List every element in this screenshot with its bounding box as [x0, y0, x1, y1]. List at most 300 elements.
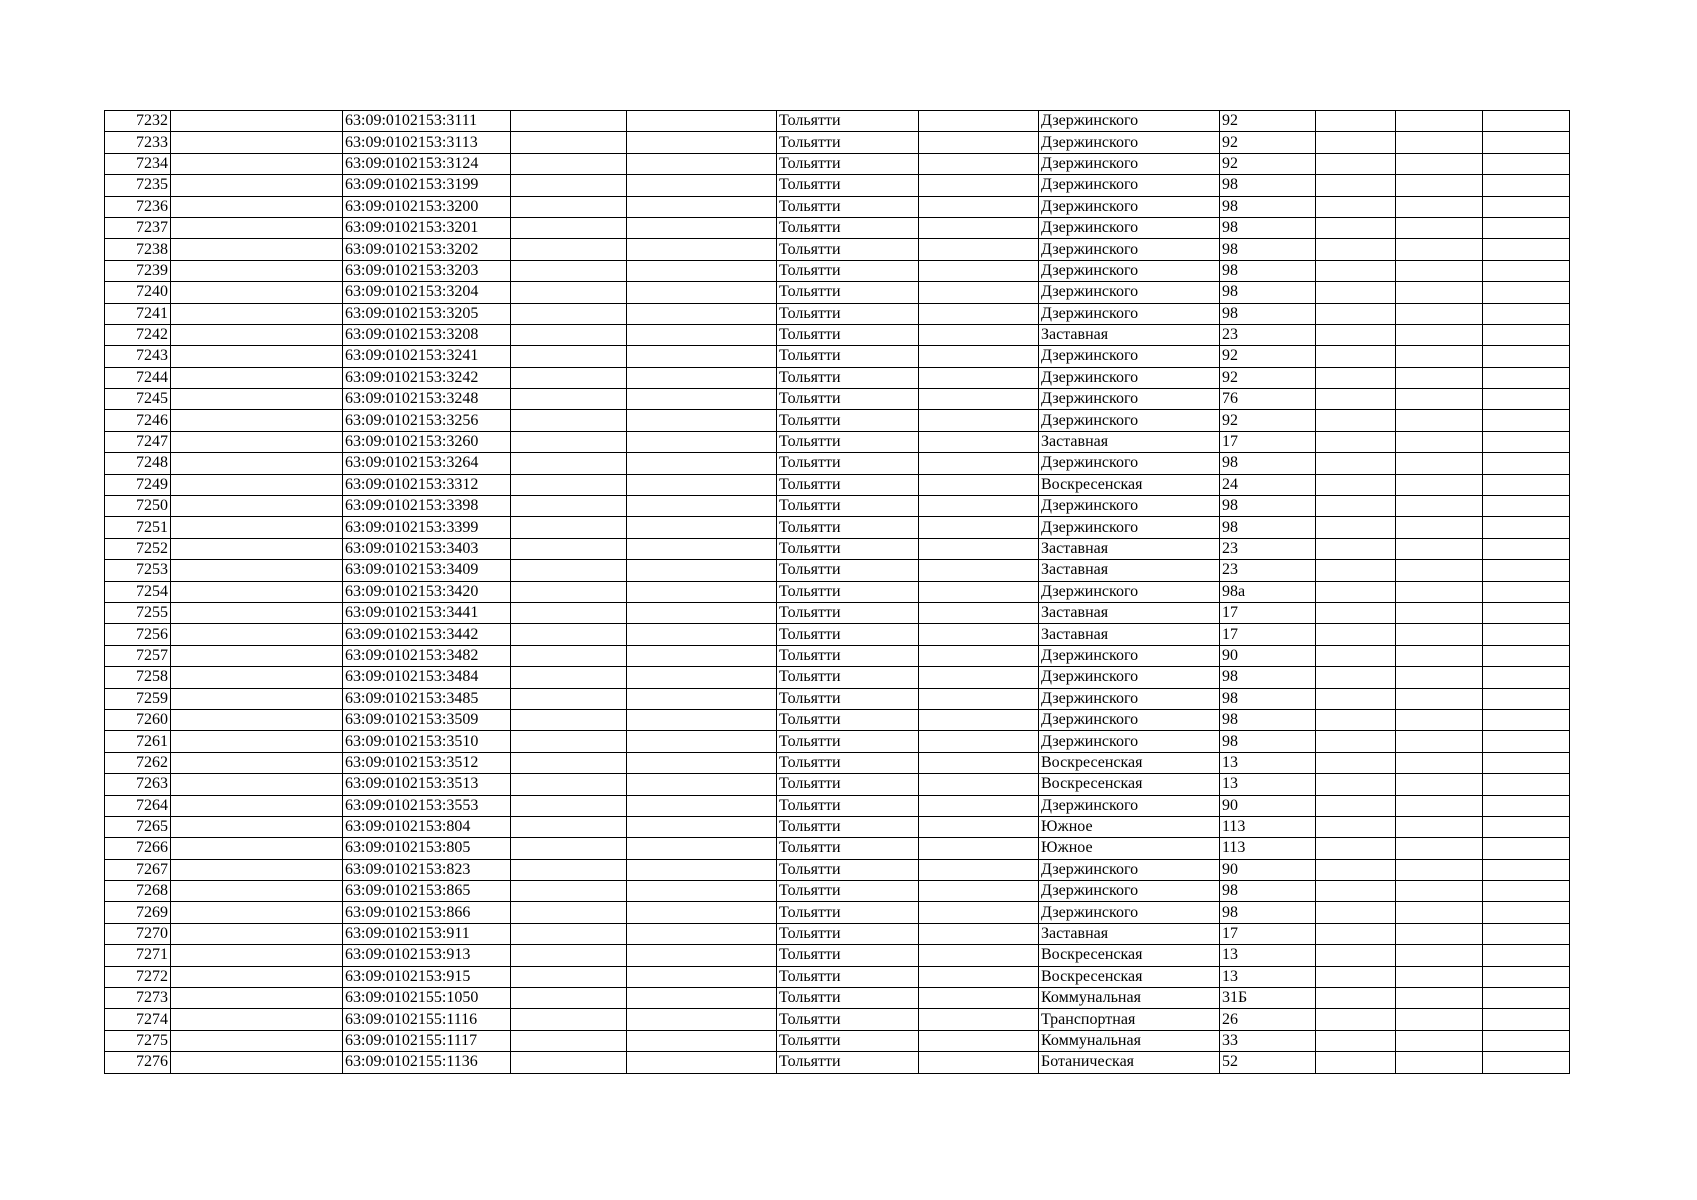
empty-cell-d [919, 324, 1039, 345]
empty-cell-b [511, 667, 627, 688]
street-cell: Дзержинского [1039, 389, 1220, 410]
empty-cell-e [1316, 902, 1396, 923]
cadastral-number-cell: 63:09:0102153:915 [343, 966, 511, 987]
street-cell: Дзержинского [1039, 709, 1220, 730]
row-number-cell: 7256 [105, 624, 171, 645]
house-number-cell: 98 [1220, 175, 1316, 196]
empty-cell-f [1396, 517, 1483, 538]
street-cell: Дзержинского [1039, 881, 1220, 902]
empty-cell-e [1316, 260, 1396, 281]
empty-cell-e [1316, 367, 1396, 388]
empty-cell-b [511, 602, 627, 623]
empty-cell-a [171, 410, 343, 431]
empty-cell-c [627, 859, 777, 880]
table-row [105, 132, 1570, 153]
table-row [105, 196, 1570, 217]
cadastral-number-cell: 63:09:0102153:3399 [343, 517, 511, 538]
empty-cell-d [919, 816, 1039, 837]
empty-cell-d [919, 731, 1039, 752]
empty-cell-d [919, 132, 1039, 153]
city-cell: Тольятти [777, 453, 919, 474]
empty-cell-c [627, 517, 777, 538]
empty-cell-c [627, 431, 777, 452]
street-cell: Дзержинского [1039, 645, 1220, 666]
city-cell: Тольятти [777, 731, 919, 752]
house-number-cell: 98 [1220, 196, 1316, 217]
table-row [105, 431, 1570, 452]
table-row [105, 453, 1570, 474]
city-cell: Тольятти [777, 346, 919, 367]
empty-cell-c [627, 923, 777, 944]
cadastral-number-cell: 63:09:0102153:3513 [343, 774, 511, 795]
empty-cell-e [1316, 731, 1396, 752]
empty-cell-d [919, 389, 1039, 410]
empty-cell-e [1316, 431, 1396, 452]
cadastral-number-cell: 63:09:0102153:3485 [343, 688, 511, 709]
table-row [105, 538, 1570, 559]
cadastral-number-cell: 63:09:0102153:865 [343, 881, 511, 902]
empty-cell-d [919, 602, 1039, 623]
empty-cell-g [1483, 132, 1570, 153]
empty-cell-f [1396, 774, 1483, 795]
cadastral-number-cell: 63:09:0102153:3205 [343, 303, 511, 324]
city-cell: Тольятти [777, 881, 919, 902]
empty-cell-b [511, 624, 627, 645]
cadastral-number-cell: 63:09:0102153:823 [343, 859, 511, 880]
cadastral-number-cell: 63:09:0102153:3441 [343, 602, 511, 623]
table-row [105, 838, 1570, 859]
house-number-cell: 98 [1220, 709, 1316, 730]
empty-cell-e [1316, 474, 1396, 495]
row-number-cell: 7260 [105, 709, 171, 730]
empty-cell-c [627, 453, 777, 474]
row-number-cell: 7271 [105, 945, 171, 966]
house-number-cell: 24 [1220, 474, 1316, 495]
empty-cell-d [919, 239, 1039, 260]
street-cell: Заставная [1039, 624, 1220, 645]
empty-cell-d [919, 217, 1039, 238]
empty-cell-e [1316, 453, 1396, 474]
row-number-cell: 7249 [105, 474, 171, 495]
house-number-cell: 98 [1220, 881, 1316, 902]
row-number-cell: 7245 [105, 389, 171, 410]
empty-cell-d [919, 795, 1039, 816]
row-number-cell: 7255 [105, 602, 171, 623]
empty-cell-c [627, 945, 777, 966]
empty-cell-a [171, 560, 343, 581]
cadastral-number-cell: 63:09:0102153:866 [343, 902, 511, 923]
empty-cell-f [1396, 453, 1483, 474]
empty-cell-f [1396, 709, 1483, 730]
empty-cell-d [919, 410, 1039, 431]
table-row [105, 282, 1570, 303]
row-number-cell: 7235 [105, 175, 171, 196]
house-number-cell: 98 [1220, 731, 1316, 752]
empty-cell-a [171, 881, 343, 902]
empty-cell-g [1483, 859, 1570, 880]
city-cell: Тольятти [777, 496, 919, 517]
street-cell: Дзержинского [1039, 517, 1220, 538]
house-number-cell: 23 [1220, 538, 1316, 559]
empty-cell-e [1316, 111, 1396, 132]
empty-cell-c [627, 966, 777, 987]
table-row [105, 709, 1570, 730]
empty-cell-a [171, 538, 343, 559]
row-number-cell: 7265 [105, 816, 171, 837]
empty-cell-f [1396, 153, 1483, 174]
empty-cell-b [511, 303, 627, 324]
house-number-cell: 13 [1220, 966, 1316, 987]
empty-cell-a [171, 966, 343, 987]
land-registry-table [104, 110, 1570, 1074]
empty-cell-a [171, 474, 343, 495]
empty-cell-e [1316, 816, 1396, 837]
empty-cell-a [171, 838, 343, 859]
empty-cell-c [627, 902, 777, 923]
empty-cell-d [919, 645, 1039, 666]
empty-cell-f [1396, 175, 1483, 196]
row-number-cell: 7254 [105, 581, 171, 602]
cadastral-number-cell: 63:09:0102153:3202 [343, 239, 511, 260]
empty-cell-b [511, 196, 627, 217]
city-cell: Тольятти [777, 1009, 919, 1030]
empty-cell-a [171, 945, 343, 966]
row-number-cell: 7267 [105, 859, 171, 880]
city-cell: Тольятти [777, 966, 919, 987]
house-number-cell: 90 [1220, 859, 1316, 880]
empty-cell-c [627, 602, 777, 623]
empty-cell-e [1316, 581, 1396, 602]
empty-cell-f [1396, 881, 1483, 902]
empty-cell-d [919, 346, 1039, 367]
row-number-cell: 7240 [105, 282, 171, 303]
empty-cell-d [919, 624, 1039, 645]
empty-cell-b [511, 816, 627, 837]
empty-cell-e [1316, 153, 1396, 174]
street-cell: Дзержинского [1039, 859, 1220, 880]
empty-cell-b [511, 581, 627, 602]
empty-cell-d [919, 367, 1039, 388]
empty-cell-f [1396, 260, 1483, 281]
city-cell: Тольятти [777, 945, 919, 966]
row-number-cell: 7250 [105, 496, 171, 517]
empty-cell-b [511, 410, 627, 431]
empty-cell-e [1316, 346, 1396, 367]
empty-cell-b [511, 795, 627, 816]
empty-cell-e [1316, 324, 1396, 345]
cadastral-number-cell: 63:09:0102155:1136 [343, 1052, 511, 1073]
empty-cell-e [1316, 517, 1396, 538]
table-row [105, 602, 1570, 623]
empty-cell-a [171, 859, 343, 880]
empty-cell-g [1483, 688, 1570, 709]
row-number-cell: 7268 [105, 881, 171, 902]
empty-cell-c [627, 688, 777, 709]
cadastral-number-cell: 63:09:0102153:805 [343, 838, 511, 859]
street-cell: Воскресенская [1039, 752, 1220, 773]
house-number-cell: 98 [1220, 667, 1316, 688]
house-number-cell: 17 [1220, 431, 1316, 452]
empty-cell-c [627, 581, 777, 602]
table-row [105, 988, 1570, 1009]
city-cell: Тольятти [777, 1030, 919, 1051]
empty-cell-f [1396, 902, 1483, 923]
city-cell: Тольятти [777, 581, 919, 602]
house-number-cell: 92 [1220, 410, 1316, 431]
empty-cell-g [1483, 1030, 1570, 1051]
house-number-cell: 13 [1220, 774, 1316, 795]
empty-cell-e [1316, 496, 1396, 517]
empty-cell-d [919, 175, 1039, 196]
cadastral-number-cell: 63:09:0102153:3199 [343, 175, 511, 196]
row-number-cell: 7273 [105, 988, 171, 1009]
empty-cell-g [1483, 881, 1570, 902]
cadastral-number-cell: 63:09:0102153:3553 [343, 795, 511, 816]
cadastral-number-cell: 63:09:0102153:3242 [343, 367, 511, 388]
empty-cell-g [1483, 902, 1570, 923]
empty-cell-c [627, 410, 777, 431]
empty-cell-b [511, 175, 627, 196]
empty-cell-g [1483, 816, 1570, 837]
empty-cell-e [1316, 1009, 1396, 1030]
row-number-cell: 7244 [105, 367, 171, 388]
empty-cell-g [1483, 431, 1570, 452]
city-cell: Тольятти [777, 602, 919, 623]
table-row [105, 410, 1570, 431]
city-cell: Тольятти [777, 367, 919, 388]
street-cell: Заставная [1039, 538, 1220, 559]
empty-cell-d [919, 517, 1039, 538]
empty-cell-b [511, 538, 627, 559]
row-number-cell: 7261 [105, 731, 171, 752]
street-cell: Дзержинского [1039, 453, 1220, 474]
cadastral-number-cell: 63:09:0102153:3482 [343, 645, 511, 666]
empty-cell-f [1396, 752, 1483, 773]
empty-cell-g [1483, 260, 1570, 281]
empty-cell-g [1483, 239, 1570, 260]
city-cell: Тольятти [777, 196, 919, 217]
empty-cell-e [1316, 303, 1396, 324]
empty-cell-f [1396, 217, 1483, 238]
empty-cell-e [1316, 217, 1396, 238]
empty-cell-f [1396, 538, 1483, 559]
empty-cell-f [1396, 624, 1483, 645]
empty-cell-e [1316, 1030, 1396, 1051]
empty-cell-c [627, 731, 777, 752]
house-number-cell: 98 [1220, 217, 1316, 238]
empty-cell-f [1396, 838, 1483, 859]
empty-cell-a [171, 795, 343, 816]
city-cell: Тольятти [777, 132, 919, 153]
cadastral-number-cell: 63:09:0102153:3398 [343, 496, 511, 517]
empty-cell-c [627, 709, 777, 730]
cadastral-number-cell: 63:09:0102153:3409 [343, 560, 511, 581]
empty-cell-c [627, 560, 777, 581]
empty-cell-c [627, 838, 777, 859]
empty-cell-a [171, 816, 343, 837]
empty-cell-a [171, 752, 343, 773]
cadastral-number-cell: 63:09:0102155:1117 [343, 1030, 511, 1051]
city-cell: Тольятти [777, 239, 919, 260]
street-cell: Заставная [1039, 602, 1220, 623]
empty-cell-c [627, 132, 777, 153]
empty-cell-g [1483, 367, 1570, 388]
empty-cell-a [171, 303, 343, 324]
empty-cell-a [171, 367, 343, 388]
cadastral-number-cell: 63:09:0102153:3200 [343, 196, 511, 217]
row-number-cell: 7276 [105, 1052, 171, 1073]
city-cell: Тольятти [777, 111, 919, 132]
empty-cell-d [919, 581, 1039, 602]
house-number-cell: 98 [1220, 303, 1316, 324]
cadastral-number-cell: 63:09:0102153:3256 [343, 410, 511, 431]
empty-cell-f [1396, 795, 1483, 816]
empty-cell-b [511, 239, 627, 260]
empty-cell-c [627, 324, 777, 345]
cadastral-number-cell: 63:09:0102153:3442 [343, 624, 511, 645]
city-cell: Тольятти [777, 303, 919, 324]
empty-cell-c [627, 303, 777, 324]
cadastral-number-cell: 63:09:0102153:804 [343, 816, 511, 837]
house-number-cell: 98 [1220, 453, 1316, 474]
empty-cell-f [1396, 346, 1483, 367]
city-cell: Тольятти [777, 517, 919, 538]
city-cell: Тольятти [777, 153, 919, 174]
row-number-cell: 7257 [105, 645, 171, 666]
city-cell: Тольятти [777, 324, 919, 345]
empty-cell-d [919, 303, 1039, 324]
empty-cell-e [1316, 239, 1396, 260]
table-row [105, 923, 1570, 944]
house-number-cell: 98 [1220, 688, 1316, 709]
empty-cell-f [1396, 988, 1483, 1009]
row-number-cell: 7258 [105, 667, 171, 688]
city-cell: Тольятти [777, 795, 919, 816]
empty-cell-b [511, 1030, 627, 1051]
empty-cell-d [919, 496, 1039, 517]
row-number-cell: 7232 [105, 111, 171, 132]
empty-cell-g [1483, 346, 1570, 367]
table-row [105, 645, 1570, 666]
empty-cell-g [1483, 389, 1570, 410]
empty-cell-e [1316, 538, 1396, 559]
table-row [105, 217, 1570, 238]
empty-cell-f [1396, 966, 1483, 987]
street-cell: Дзержинского [1039, 132, 1220, 153]
table-row [105, 175, 1570, 196]
empty-cell-g [1483, 923, 1570, 944]
empty-cell-d [919, 1009, 1039, 1030]
street-cell: Воскресенская [1039, 945, 1220, 966]
table-row [105, 1009, 1570, 1030]
empty-cell-c [627, 196, 777, 217]
empty-cell-b [511, 945, 627, 966]
empty-cell-a [171, 346, 343, 367]
empty-cell-a [171, 389, 343, 410]
city-cell: Тольятти [777, 838, 919, 859]
empty-cell-a [171, 196, 343, 217]
empty-cell-e [1316, 602, 1396, 623]
empty-cell-a [171, 453, 343, 474]
empty-cell-c [627, 346, 777, 367]
empty-cell-b [511, 453, 627, 474]
city-cell: Тольятти [777, 667, 919, 688]
empty-cell-b [511, 923, 627, 944]
empty-cell-c [627, 645, 777, 666]
empty-cell-d [919, 774, 1039, 795]
cadastral-number-cell: 63:09:0102153:3420 [343, 581, 511, 602]
empty-cell-g [1483, 410, 1570, 431]
empty-cell-b [511, 752, 627, 773]
empty-cell-a [171, 667, 343, 688]
cadastral-number-cell: 63:09:0102153:3512 [343, 752, 511, 773]
city-cell: Тольятти [777, 538, 919, 559]
empty-cell-e [1316, 923, 1396, 944]
empty-cell-f [1396, 816, 1483, 837]
empty-cell-b [511, 688, 627, 709]
empty-cell-d [919, 688, 1039, 709]
cadastral-number-cell: 63:09:0102153:3111 [343, 111, 511, 132]
street-cell: Транспортная [1039, 1009, 1220, 1030]
empty-cell-f [1396, 496, 1483, 517]
empty-cell-c [627, 111, 777, 132]
street-cell: Заставная [1039, 560, 1220, 581]
empty-cell-b [511, 132, 627, 153]
empty-cell-a [171, 731, 343, 752]
table-row [105, 902, 1570, 923]
row-number-cell: 7253 [105, 560, 171, 581]
city-cell: Тольятти [777, 923, 919, 944]
empty-cell-b [511, 560, 627, 581]
street-cell: Дзержинского [1039, 795, 1220, 816]
street-cell: Дзержинского [1039, 282, 1220, 303]
cadastral-number-cell: 63:09:0102153:3201 [343, 217, 511, 238]
street-cell: Дзержинского [1039, 902, 1220, 923]
empty-cell-g [1483, 196, 1570, 217]
empty-cell-e [1316, 175, 1396, 196]
empty-cell-f [1396, 688, 1483, 709]
street-cell: Воскресенская [1039, 966, 1220, 987]
house-number-cell: 23 [1220, 324, 1316, 345]
empty-cell-e [1316, 859, 1396, 880]
empty-cell-c [627, 816, 777, 837]
empty-cell-a [171, 774, 343, 795]
house-number-cell: 26 [1220, 1009, 1316, 1030]
empty-cell-a [171, 324, 343, 345]
empty-cell-g [1483, 581, 1570, 602]
street-cell: Дзержинского [1039, 111, 1220, 132]
empty-cell-c [627, 217, 777, 238]
row-number-cell: 7241 [105, 303, 171, 324]
empty-cell-a [171, 645, 343, 666]
empty-cell-a [171, 1030, 343, 1051]
table-row [105, 1030, 1570, 1051]
empty-cell-a [171, 496, 343, 517]
empty-cell-g [1483, 709, 1570, 730]
row-number-cell: 7270 [105, 923, 171, 944]
empty-cell-d [919, 560, 1039, 581]
table-body [105, 111, 1570, 1074]
empty-cell-g [1483, 217, 1570, 238]
empty-cell-f [1396, 282, 1483, 303]
city-cell: Тольятти [777, 260, 919, 281]
house-number-cell: 98 [1220, 517, 1316, 538]
empty-cell-f [1396, 410, 1483, 431]
city-cell: Тольятти [777, 774, 919, 795]
cadastral-number-cell: 63:09:0102153:3510 [343, 731, 511, 752]
empty-cell-b [511, 838, 627, 859]
empty-cell-e [1316, 560, 1396, 581]
